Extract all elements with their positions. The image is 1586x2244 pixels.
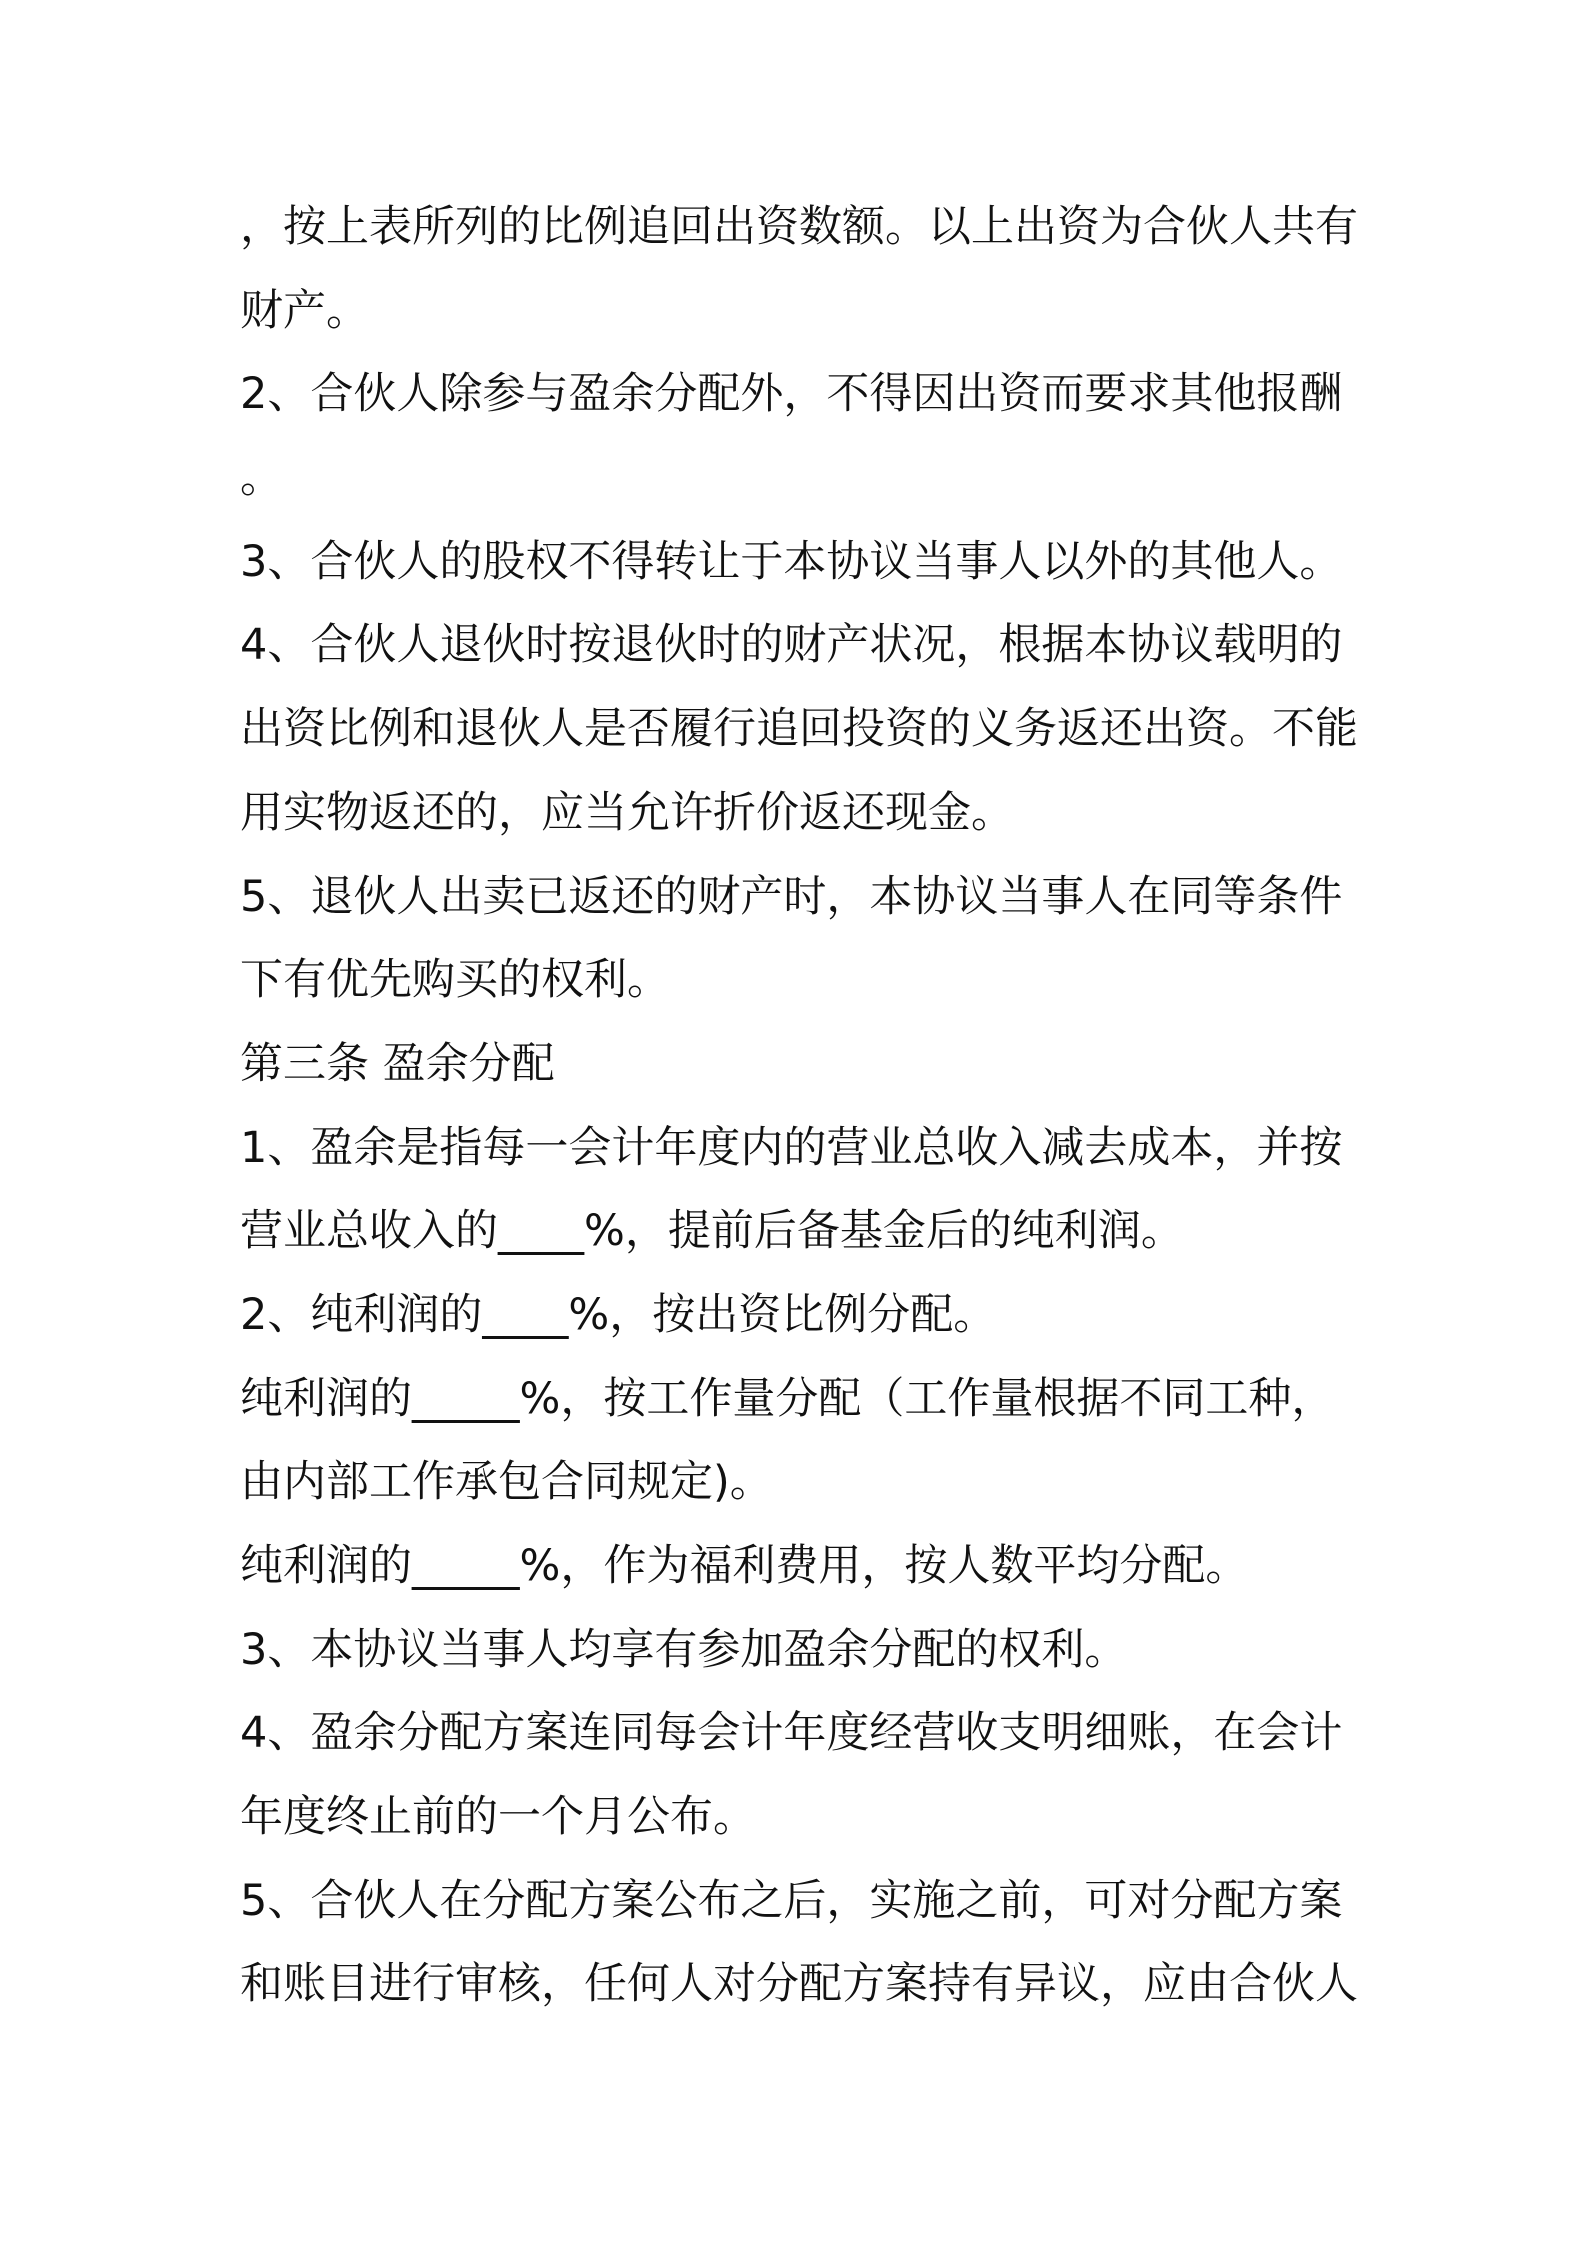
text-line: 5、合伙人在分配方案公布之后，实施之前，可对分配方案 bbox=[240, 1875, 1343, 1926]
document-body bbox=[240, 186, 1360, 2027]
text-line: 纯利润的_____%，作为福利费用，按人数平均分配。 bbox=[240, 1541, 1249, 1591]
text-line: 由内部工作承包合同规定)。 bbox=[240, 1457, 773, 1508]
text-line: 3、合伙人的股权不得转让于本协议当事人以外的其他人。 bbox=[240, 536, 1343, 587]
text-line: 2、合伙人除参与盈余分配外，不得因出资而要求其他报酬 bbox=[240, 369, 1343, 420]
text-line: 。 bbox=[240, 453, 283, 504]
text-line: 营业总收入的____%，提前后备基金后的纯利润。 bbox=[240, 1206, 1184, 1257]
section-heading: 第三条 盈余分配 bbox=[240, 1038, 555, 1089]
text-line: 1、盈余是指每一会计年度内的营业总收入减去成本，并按 bbox=[240, 1122, 1343, 1173]
text-line: 纯利润的_____%，按工作量分配（工作量根据不同工种， bbox=[240, 1373, 1335, 1424]
text-line: 下有优先购买的权利。 bbox=[240, 955, 670, 1006]
text-line: 出资比例和退伙人是否履行追回投资的义务返还出资。不能 bbox=[240, 704, 1358, 755]
text-line: 4、合伙人退伙时按退伙时的财产状况，根据本协议载明的 bbox=[240, 620, 1343, 671]
text-line: 财产。 bbox=[240, 285, 369, 336]
text-line: 4、盈余分配方案连同每会计年度经营收支明细账，在会计 bbox=[240, 1708, 1343, 1759]
text-line: 3、本协议当事人均享有参加盈余分配的权利。 bbox=[240, 1624, 1128, 1675]
text-line: 5、退伙人出卖已返还的财产时，本协议当事人在同等条件 bbox=[240, 871, 1343, 922]
text-line: 和账目进行审核，任何人对分配方案持有异议，应由合伙人 bbox=[240, 1959, 1358, 2010]
text-line: 用实物返还的，应当允许折价返还现金。 bbox=[240, 787, 1014, 838]
text-line: 2、纯利润的____%，按出资比例分配。 bbox=[240, 1289, 997, 1340]
text-line: 年度终止前的一个月公布。 bbox=[240, 1792, 756, 1843]
text-line: ，按上表所列的比例追回出资数额。以上出资为合伙人共有 bbox=[240, 202, 1358, 252]
